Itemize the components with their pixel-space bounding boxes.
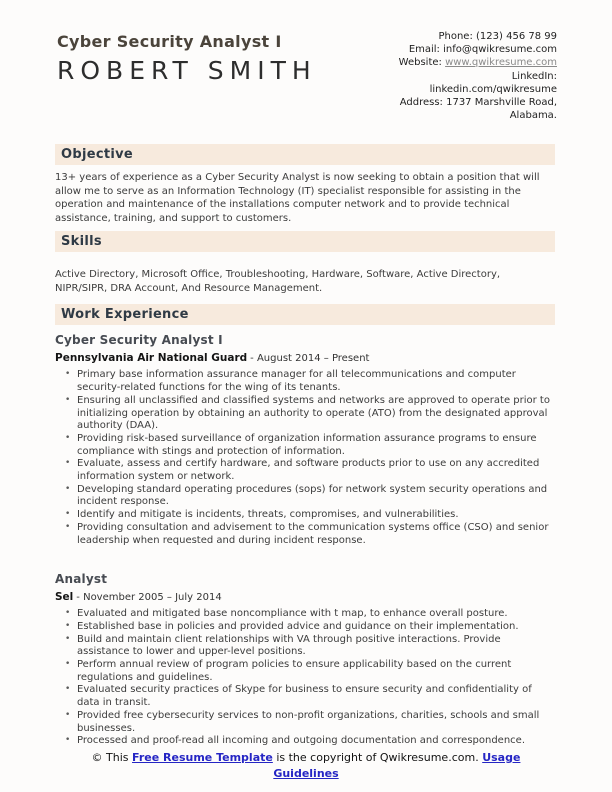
job-bullet: • Identify and mitigate is incidents, threats, compromises, and vulnerabilities. [55, 509, 555, 522]
contact-email [399, 43, 557, 56]
contact-address-line2 [399, 109, 557, 122]
job-bullet: • Evaluated security practices of Skype for business to ensure security and confidentiality of data in transit. [55, 684, 555, 709]
job-title: Analyst [55, 572, 108, 587]
job-bullet: • Providing consultation and advisement to the communication systems office (CSO) and senior leadership when requested and during incident response. [55, 522, 555, 547]
work-experience-heading: Work Experience [55, 304, 555, 325]
page-footer [0, 750, 612, 781]
objective-text: 13+ years of experience as a Cyber Security Analyst is now seeking to obtain a position that will allow me to serve as an Information Technology (IT) specialist responsible for assisting in the operation and maintenance of the installations computer network and to provide technical assistance, training, and support to customers. [55, 172, 540, 224]
contact-info [399, 30, 557, 122]
work-experience-section [55, 304, 555, 748]
job-title: Cyber Security Analyst I [55, 333, 223, 348]
job-bullet: • Build and maintain client relationships with VA through positive interactions. Provide assistance to lower and upper-level positions. [55, 634, 555, 659]
job-bullet-list [55, 369, 555, 547]
footer-text [71, 750, 541, 781]
contact-website [399, 56, 557, 69]
website-link[interactable]: www.qwikresume.com [445, 57, 557, 69]
job-bullet: • Perform annual review of program policies to ensure applicability based on the current regulations and guidelines. [55, 659, 555, 684]
job-bullet: • Ensuring all unclassified and classified systems and networks are approved to operate prior to initializing operation by obtaining an authority to operate (ATO) from the designated approval authority (DAA). [55, 395, 555, 433]
job-bullet-list [55, 608, 555, 748]
skills-text: Active Directory, Microsoft Office, Troubleshooting, Hardware, Software, Active Directory, NIPR/SIPR, DRA Account, And Resource Management. [55, 269, 501, 294]
contact-linkedin-label [399, 70, 557, 83]
website-label: Website: [398, 57, 442, 69]
job-bullet: • Provided free cybersecurity services to non-profit organizations, charities, schools and small businesses. [55, 710, 555, 735]
job-company: Sel [55, 591, 74, 604]
contact-linkedin-value [399, 83, 557, 96]
email-value: info@qwikresume.com [443, 44, 557, 56]
footer-prefix: © This [91, 751, 133, 764]
job-bullet: • Evaluate, assess and certify hardware, and software products prior to use on any accredited information system or network. [55, 458, 555, 483]
job-bullet: • Processed and proof-read all incoming and outgoing documentation and correspondence. [55, 735, 555, 748]
free-resume-template-link[interactable]: Free Resume Template [132, 751, 273, 764]
address-value2: Alabama. [509, 110, 557, 122]
job-dates: - November 2005 – July 2014 [76, 592, 222, 604]
job-bullet: • Primary base information assurance manager for all telecommunications and computer security-related functions for the wing of its tenants. [55, 369, 555, 394]
job-bullet: • Established base in policies and provided advice and guidance on their implementation. [55, 621, 555, 634]
usage-guidelines-link[interactable]: Usage Guidelines [273, 751, 521, 780]
job-meta [55, 352, 555, 364]
linkedin-value: linkedin.com/qwikresume [429, 83, 557, 95]
address-label: Address: [399, 97, 443, 109]
phone-label: Phone: [438, 31, 473, 42]
job-bullet: • Developing standard operating procedures (sops) for network system security operations and incident response. [55, 484, 555, 509]
objective-heading: Objective [55, 144, 555, 165]
phone-value: (123) 456 78 99 [476, 31, 557, 42]
contact-phone [399, 30, 557, 43]
skills-heading: Skills [55, 231, 555, 252]
skills-section [55, 231, 555, 295]
job-entry-analyst [55, 572, 555, 748]
job-dates: - August 2014 – Present [250, 353, 370, 365]
header-job-title: Cyber Security Analyst I [57, 32, 282, 51]
job-bullet: • Providing risk-based surveillance of organization information assurance programs to ensure compliance with stings and protection of information. [55, 433, 555, 458]
footer-middle: is the copyright of Qwikresume.com. [272, 751, 483, 764]
email-label: Email: [408, 44, 440, 56]
candidate-name: ROBERT SMITH [57, 56, 317, 85]
resume-header [0, 0, 612, 122]
address-value1: 1737 Marshville Road, [446, 97, 557, 109]
objective-section [55, 144, 555, 225]
job-meta [55, 591, 555, 603]
linkedin-label: LinkedIn: [511, 70, 557, 82]
job-bullet: • Evaluated and mitigated base noncompliance with t map, to enhance overall posture. [55, 608, 555, 621]
job-company: Pennsylvania Air National Guard [55, 352, 248, 365]
contact-address-line1 [399, 96, 557, 109]
header-identity [57, 30, 317, 85]
job-entry-cyber-security-analyst [55, 333, 555, 547]
